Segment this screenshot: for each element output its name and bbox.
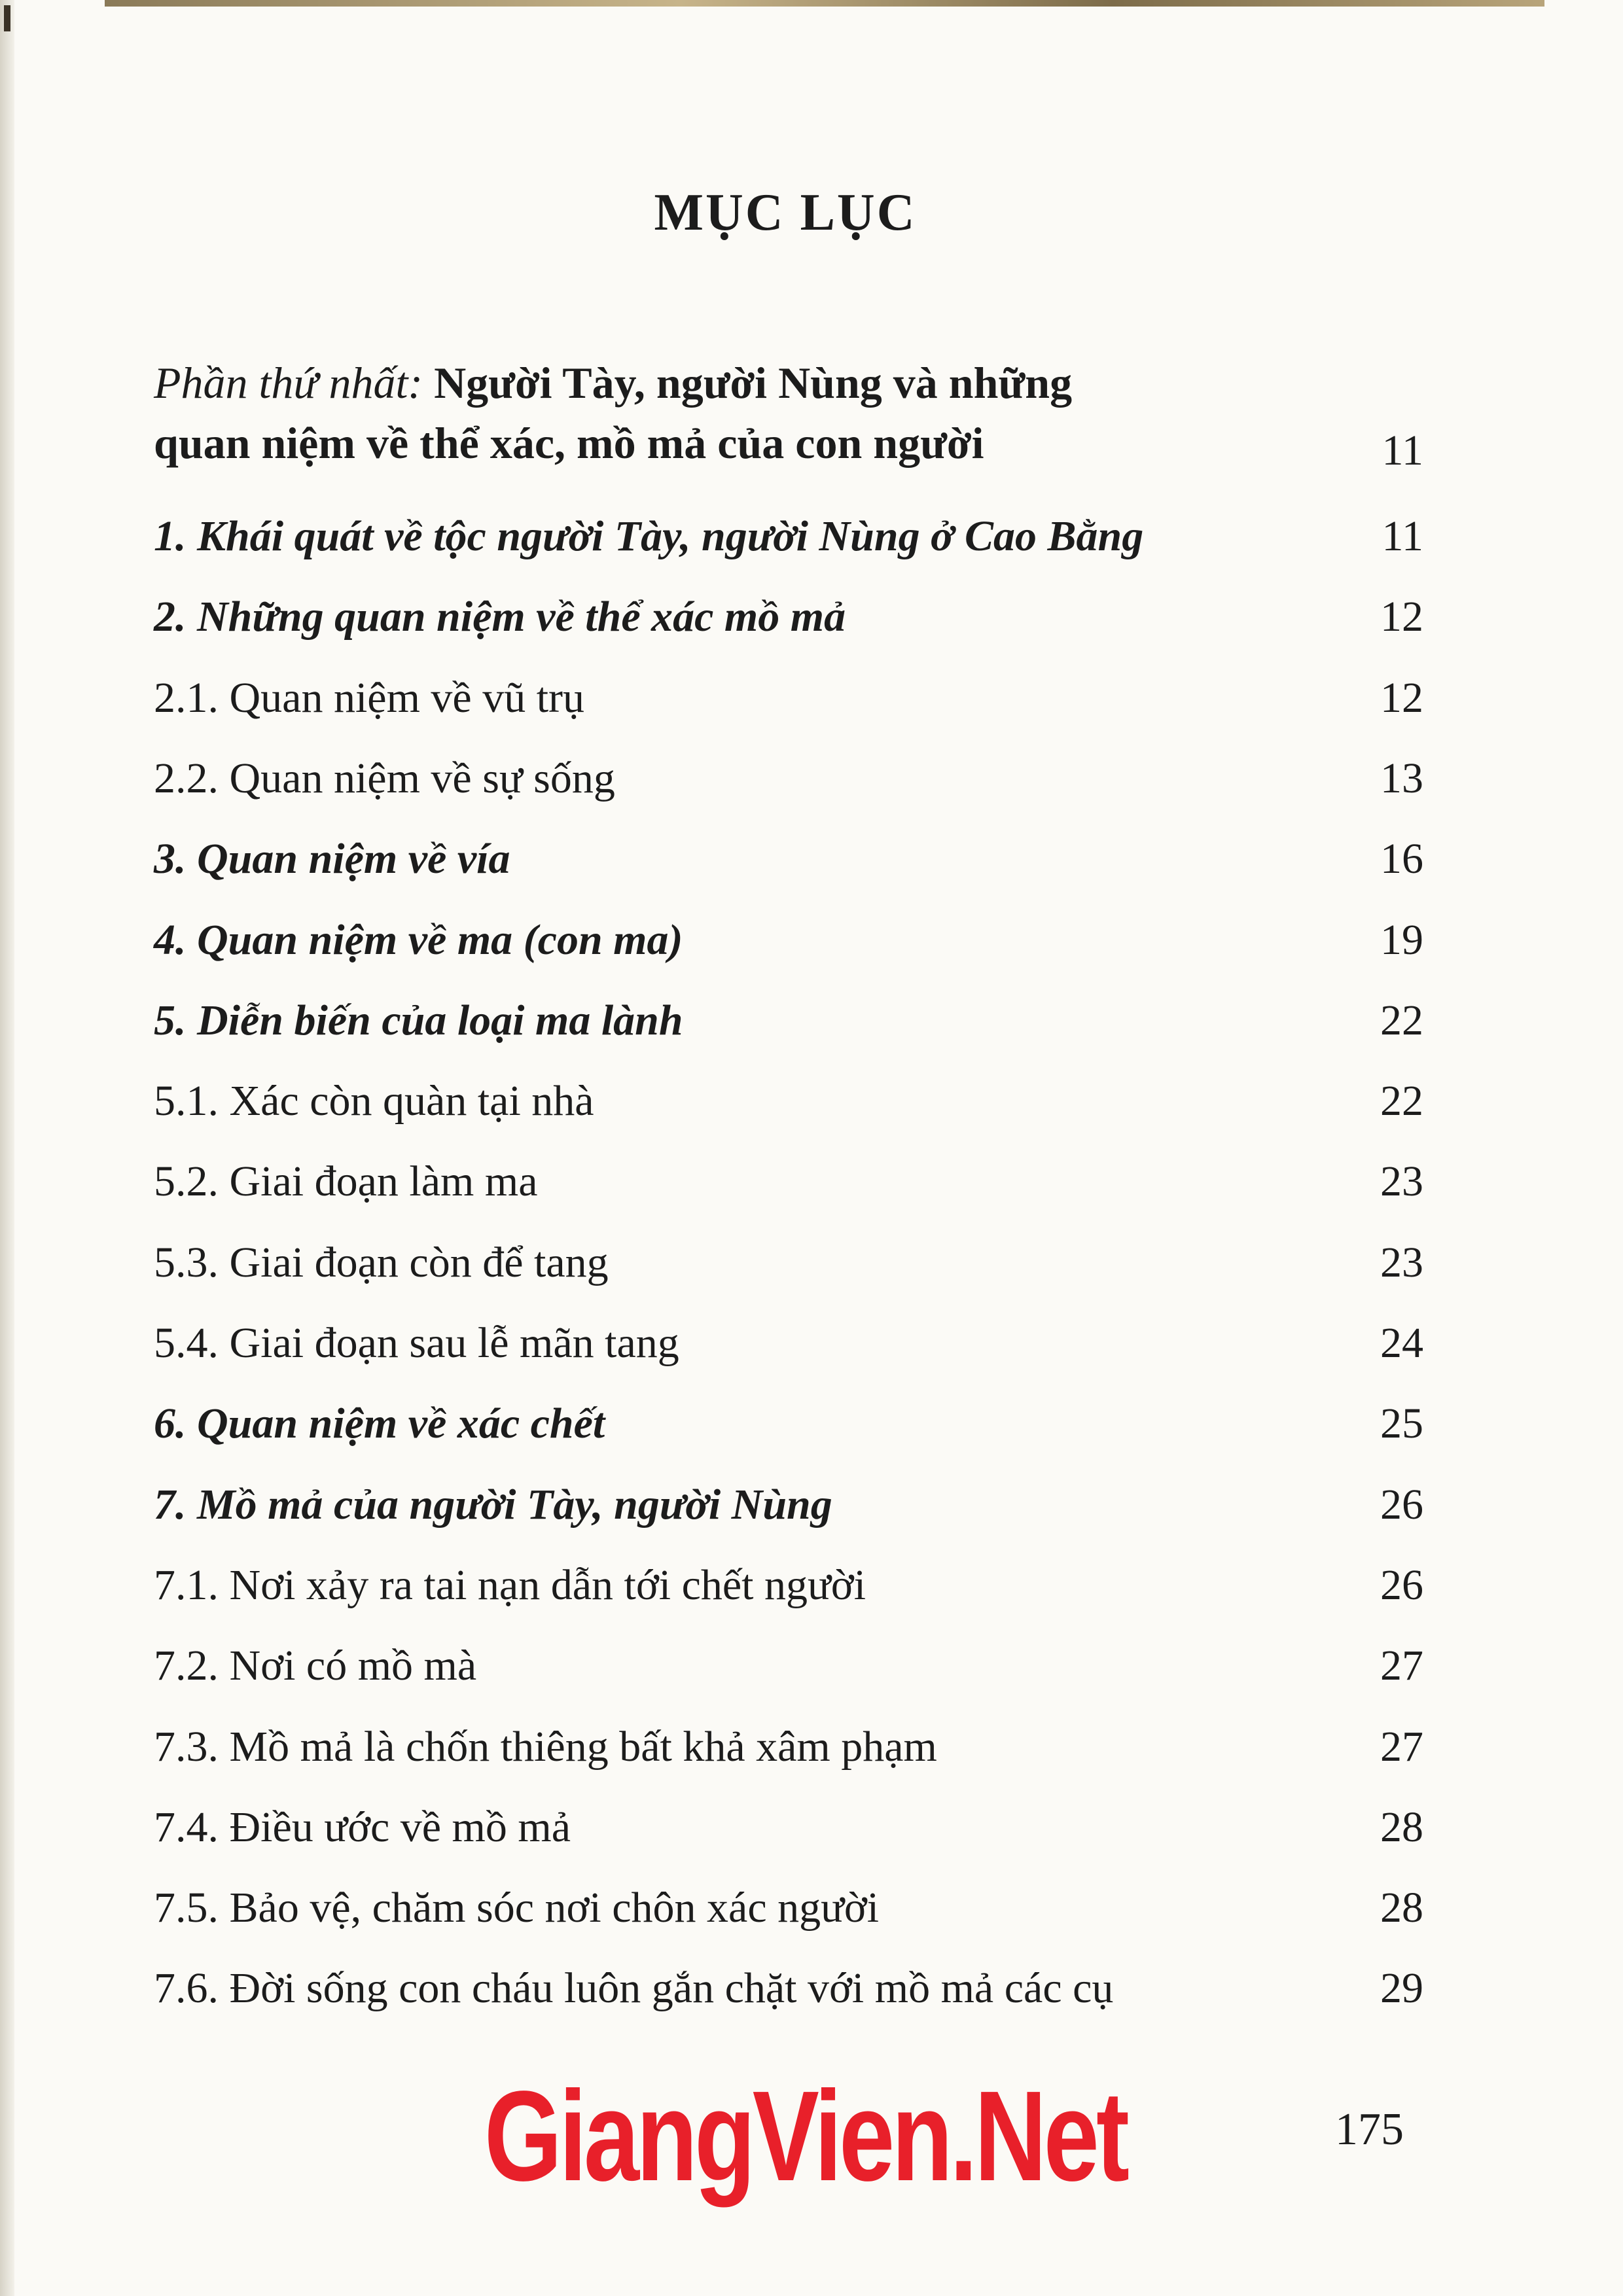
toc-entry-page: 27 [1380, 1642, 1423, 1690]
toc-entry-label: 1. Khái quát về tộc người Tày, người Nùng ở Cao Bằng [154, 512, 1144, 560]
toc-entry [154, 588, 1423, 660]
toc-entry-page: 22 [1380, 1077, 1423, 1125]
toc-entry-page: 22 [1380, 996, 1423, 1044]
toc-entry-page: 11 [1382, 512, 1423, 560]
toc-entry [154, 1314, 1423, 1386]
toc-entry [154, 1475, 1423, 1547]
toc-entry-label: 5.4. Giai đoạn sau lễ mãn tang [154, 1319, 679, 1367]
toc-entry-label: 7.2. Nơi có mồ mà [154, 1642, 477, 1690]
toc-entry-page: 12 [1380, 593, 1423, 641]
toc-entry-page: 28 [1380, 1803, 1423, 1851]
toc-entry-label: 3. Quan niệm về vía [154, 835, 510, 883]
toc-entry [154, 1233, 1423, 1305]
toc-entry-label: 5.3. Giai đoạn còn để tang [154, 1238, 609, 1286]
part-prefix: Phần thứ nhất: [154, 358, 423, 408]
toc-entry-page: 19 [1380, 915, 1423, 964]
toc-entry-label: 7.4. Điều ước về mồ mả [154, 1803, 571, 1851]
toc-entry-page: 29 [1380, 1964, 1423, 2013]
toc-entry [154, 1556, 1423, 1628]
toc-entry-page: 23 [1380, 1157, 1423, 1206]
toc-entry-label: 7. Mồ mả của người Tày, người Nùng [154, 1480, 832, 1528]
part-page-number: 11 [1382, 427, 1423, 474]
toc-entry-label: 7.1. Nơi xảy ra tai nạn dẫn tới chết người [154, 1561, 866, 1609]
toc-entry [154, 991, 1423, 1063]
toc-entry-page: 28 [1380, 1884, 1423, 1932]
toc-entry [154, 1879, 1423, 1951]
toc-entry-page: 25 [1380, 1400, 1423, 1448]
scan-top-edge [105, 0, 1544, 7]
part-title-end: quan niệm về thể xác, mồ mả của con người [154, 418, 984, 468]
toc-entry [154, 911, 1423, 983]
toc-entry [154, 1394, 1423, 1466]
toc-entry [154, 507, 1423, 579]
page-title: MỤC LỤC [654, 184, 917, 241]
toc-entry [154, 1152, 1423, 1224]
scan-mark [4, 5, 10, 31]
toc-entry-label: 7.6. Đời sống con cháu luôn gắn chặt với mồ mả các cụ [154, 1964, 1114, 2013]
toc-entry-page: 26 [1380, 1480, 1423, 1528]
scan-left-edge [0, 0, 14, 2296]
toc-entry [154, 1718, 1423, 1790]
toc-entry-label: 5.1. Xác còn quàn tại nhà [154, 1077, 594, 1125]
toc-entry-label: 7.3. Mồ mả là chốn thiêng bất khả xâm phạm [154, 1722, 937, 1771]
toc-entry-page: 16 [1380, 835, 1423, 883]
page-number: 175 [1335, 2104, 1404, 2155]
toc-entry [154, 1636, 1423, 1708]
toc-entry-label: 6. Quan niệm về xác chết [154, 1400, 605, 1448]
toc-entry [154, 1959, 1423, 2031]
toc-entry-label: 5.2. Giai đoạn làm ma [154, 1157, 538, 1206]
toc-entry-page: 12 [1380, 673, 1423, 722]
toc-entry [154, 749, 1423, 821]
part-heading [154, 353, 1423, 484]
toc-entry-label: 4. Quan niệm về ma (con ma) [154, 915, 683, 964]
toc-entry-label: 7.5. Bảo vệ, chăm sóc nơi chôn xác người [154, 1884, 880, 1932]
toc-entry [154, 1798, 1423, 1870]
toc-entry [154, 1072, 1423, 1144]
part-heading-line-1 [154, 353, 1072, 412]
watermark-logo: GiangVien.Net [484, 2064, 1127, 2208]
part-title-start: Người Tày, người Nùng và những [434, 358, 1073, 408]
toc-entry-label: 2. Những quan niệm về thể xác mồ mả [154, 593, 846, 641]
toc-entry-page: 24 [1380, 1319, 1423, 1367]
toc-entry [154, 830, 1423, 902]
toc-entry-label: 5. Diễn biến của loại ma lành [154, 996, 683, 1044]
toc-entry [154, 669, 1423, 741]
toc-entry-label: 2.2. Quan niệm về sự sống [154, 754, 615, 802]
toc-entry-label: 2.1. Quan niệm về vũ trụ [154, 673, 585, 722]
toc-entry-page: 26 [1380, 1561, 1423, 1609]
toc-entry-page: 27 [1380, 1722, 1423, 1771]
toc-entry-page: 23 [1380, 1238, 1423, 1286]
toc-entry-page: 13 [1380, 754, 1423, 802]
